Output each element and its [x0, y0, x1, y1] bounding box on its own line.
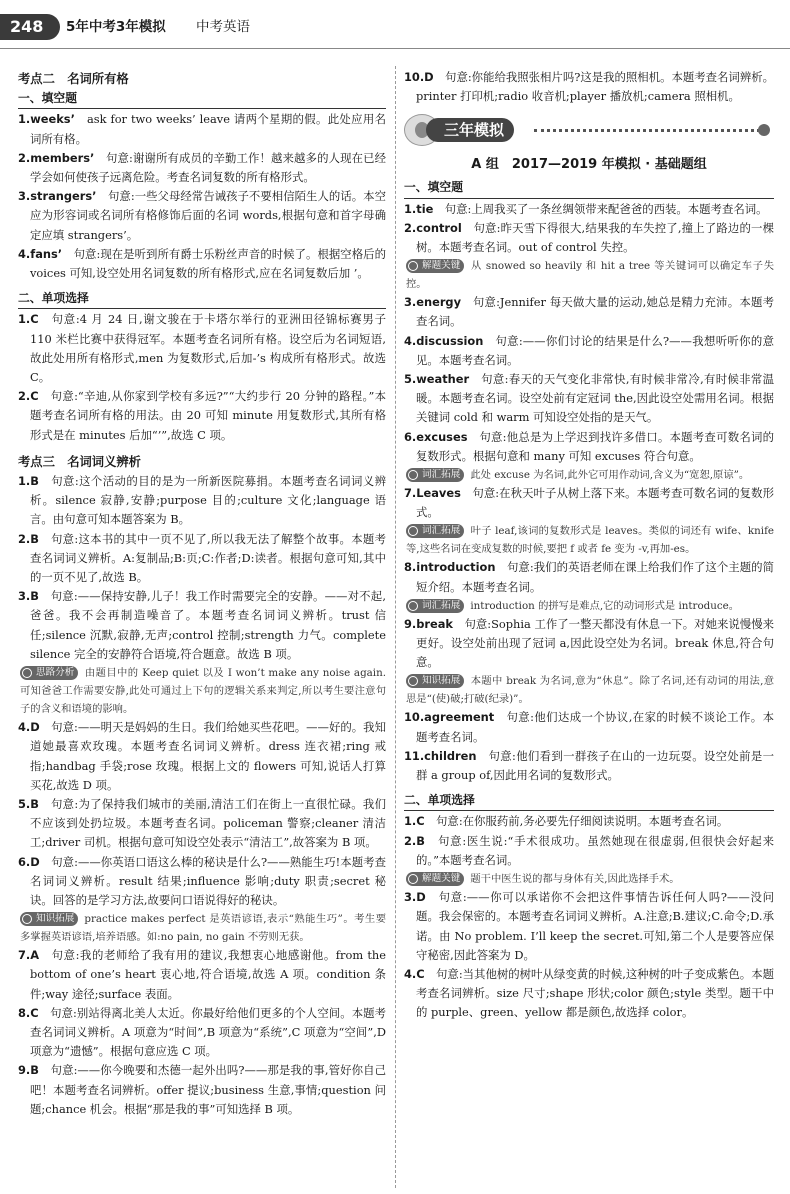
answer-explanation: 句意:——你可以承诺你不会把这件事情告诉任何人吗?——没问题。我会保密的。本题考查名词词义辨析。A.注意;B.建议;C.命令;D.承诺。由 No problem. I’ll keep the secret.可知,第二个人是要答应保守秘密,因此答案为 D。 [416, 890, 774, 962]
answer-key: 5.weather [404, 372, 470, 387]
note-tag [406, 872, 464, 886]
answer-item [404, 219, 774, 257]
answer-key: 5.B [18, 796, 39, 811]
note-box [18, 910, 386, 946]
answer-explanation: 句意:——你英语口语这么棒的秘诀是什么?——熟能生巧!本题考查名词词义辨析。result 结果;influence 影响;duty 职责;secret 秘诀。回答的是学习方法,故要问口语说得好的秘诀。 [30, 854, 386, 907]
answer-key: 2.control [404, 220, 462, 235]
bulb-icon [408, 676, 418, 686]
answer-explanation: 句意:在秋天叶子从树上落下来。本题考查可数名词的复数形式。 [416, 486, 774, 520]
page-header [0, 0, 790, 56]
note-text: practice makes perfect 是英语谚语,表示“熟能生巧”。考生要多掌握英语谚语,培养语感。如:no pain, no gain 不劳则无获。 [20, 913, 386, 944]
answer-item [404, 428, 774, 466]
answer-key: 10.D [404, 70, 434, 84]
answer-item [404, 68, 774, 106]
answer-explanation: 句意:4 月 24 日,谢文骏在于卡塔尔举行的亚洲田径锦标赛男子 110 米栏比赛中获得冠军。本题考查名词所有格。设空后为名词短语,故此处用所有格形式,men 为复数形式,后加-’s 构成所有格形式。故选 C。 [30, 312, 386, 385]
answer-item [18, 946, 386, 1004]
answer-key: 1.B [18, 474, 39, 489]
answer-item [18, 1061, 386, 1119]
note-tag-label: 解题关键 [422, 260, 461, 272]
answer-key: 3.D [404, 890, 426, 905]
answer-key: 2.B [18, 531, 39, 546]
answer-item [404, 708, 774, 746]
answer-item [18, 310, 386, 387]
answer-item [18, 387, 386, 445]
note-tag-label: 思路分析 [36, 667, 75, 679]
bulb-icon [22, 668, 32, 678]
note-text: 题干中医生说的都与身体有关,因此选择手术。 [470, 873, 680, 886]
answer-item [404, 812, 774, 831]
answer-item [18, 187, 386, 245]
note-text: 此处 excuse 为名词,此外它可用作动词,含义为“宽恕,原谅”。 [470, 469, 750, 482]
note-box [404, 522, 774, 558]
answer-key: 8.introduction [404, 560, 496, 575]
answer-explanation: 句意:我们的英语老师在课上给我们作了这个主题的简短介绍。本题考查名词。 [416, 560, 774, 594]
note-tag-label: 词汇拓展 [422, 525, 461, 537]
answer-explanation: 句意:上周我买了一条丝绸领带来配爸爸的西装。本题考查名词。 [444, 201, 768, 216]
note-tag [406, 674, 464, 688]
subsection-title: 一、填空题 [404, 178, 774, 198]
note-tag-label: 词汇拓展 [422, 469, 461, 481]
answer-item [404, 293, 774, 331]
answer-explanation: 句意:为了保持我们城市的美丽,清洁工们在街上一直很忙碌。我们不应该到处扔垃圾。本题考查名词。policeman 警察;cleaner 清洁工;driver 司机。根据句意可知设空处表示“清洁工”,故答案为 B 项。 [30, 796, 386, 850]
answer-key: 1.tie [404, 201, 434, 216]
subsection-title: 二、单项选择 [18, 289, 386, 309]
answer-key: 2.members’ [18, 150, 95, 165]
answer-key: 4.C [404, 966, 425, 981]
right-column [404, 68, 774, 1023]
note-box [18, 664, 386, 718]
answer-key: 11.children [404, 748, 477, 763]
left-column [18, 68, 386, 1119]
answer-explanation: 句意:医生说:“手术很成功。虽然她现在很虚弱,但很快会好起来的。”本题考查名词。 [416, 833, 774, 867]
answer-item [404, 888, 774, 965]
note-text: introduction 的拼写是难点,它的动词形式是 introduce。 [470, 599, 740, 612]
note-box [404, 672, 774, 708]
bulb-icon [408, 470, 418, 480]
column-divider [395, 66, 396, 1188]
answer-explanation: 句意:他们看到一群孩子在山的一边玩耍。设空处前是一群 a group of,因此用名词的复数形式。 [416, 748, 774, 783]
answer-item [404, 332, 774, 370]
note-tag [406, 524, 464, 538]
answer-item [404, 484, 774, 522]
answer-key: 6.excuses [404, 429, 468, 444]
answer-key: 1.C [404, 814, 425, 829]
answer-explanation: 句意:这本书的其中一页不见了,所以我无法了解整个故事。本题考查名词词义辨析。A:复制品;B:页;C:作者;D:读者。根据句意可知,其中的一页不见了,故选 B。 [30, 531, 386, 585]
banner-end-dot [758, 124, 770, 136]
answer-key: 4.D [18, 720, 40, 735]
answer-item [18, 149, 386, 187]
answer-explanation: 句意:Sophia 工作了一整天都没有休息一下。对她来说慢慢来更好。设空处前出现了冠词 a,因此设空处为名词。break 休息,符合句意。 [416, 616, 774, 670]
answer-item [18, 853, 386, 911]
answer-explanation: 句意:Jennifer 每天做大量的运动,她总是精力充沛。本题考查名词。 [416, 295, 774, 329]
group-title: A 组 2017—2019 年模拟 · 基础题组 [471, 157, 707, 173]
answer-key: 3.B [18, 589, 39, 604]
note-tag [20, 912, 78, 926]
note-box [404, 257, 774, 293]
answer-explanation: 句意:春天的天气变化非常快,有时候非常冷,有时候非常温暖。本题考查名词。设空处前有定冠词 the,因此设空处需用名词。根据关键词 cold 和 warm 可知设空处指的是天气。 [416, 372, 774, 425]
answer-key: 7.A [18, 948, 40, 963]
bulb-icon [408, 261, 418, 271]
bulb-icon [408, 601, 418, 611]
answer-item [18, 718, 386, 795]
answer-explanation: 句意:他们达成一个协议,在家的时候不谈论工作。本题考查名词。 [416, 710, 774, 744]
answer-item [18, 245, 386, 283]
answer-item [404, 832, 774, 870]
section-title: 考点二 名词所有格 [18, 72, 129, 86]
answer-explanation: 句意:他总是为上学迟到找许多借口。本题考查可数名词的复数形式。根据句意和 many 可知 excuses 符合句意。 [416, 429, 774, 463]
note-text: 由题目中的 Keep quiet 以及 I won’t make any noise again.可知爸爸工作需要安静,此处可通过上下句的逻辑关系来判定,所以考生要注意句子的含义和语境的影响。 [20, 667, 386, 716]
answer-item [404, 558, 774, 596]
note-tag [20, 666, 78, 680]
section-title: 考点三 名词词义辨析 [18, 454, 141, 469]
answer-key: 3.strangers’ [18, 189, 97, 204]
answer-key: 8.C [18, 1005, 39, 1020]
answer-explanation: 句意:别站得离北美人太近。你最好给他们更多的个人空间。本题考查名词词义辨析。A 项意为“时间”,B 项意为“系统”,C 项意为“空间”,D 项意为“遗憾”。根据句意应选 C 项。 [30, 1005, 386, 1059]
answer-explanation: 句意:——你今晚要和杰德一起外出吗?——那是我的事,管好你自己吧！本题考查名词辨析。offer 提议;business 生意,事情;question 问题;chance 机会。根据“那是我的事”可知选择 B 项。 [30, 1063, 386, 1116]
answer-explanation: 句意:——明天是妈妈的生日。我们给她买些花吧。——好的。我知道她最喜欢玫瑰。本题考查名词词义辨析。dress 连衣裙;ring 戒指;handbag 手袋;rose 玫瑰。根据上文的 flowers 可知,说话人打算买花,故选 D 项。 [30, 720, 386, 792]
answer-explanation: 句意:一些父母经常告诫孩子不要相信陌生人的话。本空应为形容词或名词所有格修饰后面的名词 words,根据句意和首字母确定应填 strangers’。 [30, 189, 386, 242]
subsection-title: 二、单项选择 [404, 791, 774, 811]
answer-item [18, 587, 386, 664]
answer-item [404, 747, 774, 785]
answer-item [18, 110, 386, 148]
answer-item [18, 1004, 386, 1062]
answer-key: 6.D [18, 854, 40, 869]
note-text: 从 snowed so heavily 和 hit a tree 等关键词可以确定车子失控。 [406, 260, 774, 291]
answer-item [18, 472, 386, 530]
answer-key: 9.B [18, 1063, 39, 1078]
book-title: 5年中考3年模拟 [66, 19, 166, 35]
bulb-icon [408, 874, 418, 884]
answer-explanation: 句意:在你服药前,务必要先仔细阅读说明。本题考查名词。 [436, 814, 729, 829]
note-box [404, 870, 774, 888]
answer-explanation: 句意:这个活动的目的是为一所新医院募捐。本题考查名词词义辨析。silence 寂静,安静;purpose 目的;culture 文化;language 语言。由句意可知本题答案为 B。 [30, 474, 386, 527]
note-tag [406, 599, 464, 613]
answer-explanation: 句意:当其他树的树叶从绿变黄的时候,这种树的叶子变成紫色。本题考查名词辨析。size 尺寸;shape 形状;color 颜色;style 类型。题干中的 purple、green、yellow 都是颜色,故选择 color。 [416, 966, 774, 1020]
answer-key: 2.B [404, 833, 425, 848]
note-tag-label: 词汇拓展 [422, 599, 461, 611]
answer-item [18, 795, 386, 853]
answer-explanation: 句意:——保持安静,儿子！我工作时需要完全的安静。——对不起,爸爸。我不会再制造噪音了。本题考查名词词义辨析。trust 信任;silence 沉默,寂静,无声;control 控制;strength 力气。complete silence 完全的安静符合语境,符合题意。故选 B 项。 [30, 589, 386, 661]
bulb-icon [408, 526, 418, 536]
note-tag-label: 解题关键 [422, 873, 461, 885]
answer-item [404, 200, 774, 219]
bulb-icon [22, 914, 32, 924]
answer-explanation: 句意:现在是听到所有爵士乐粉丝声音的时候了。根据空格后的 voices 可知,设空处用名词复数的所有格形式,应在名词复数后加 ’。 [30, 246, 386, 281]
answer-key: 4.discussion [404, 333, 484, 348]
answer-explanation: 句意:昨天雪下得很大,结果我的车失控了,撞上了路边的一棵树。本题考查名词。out of control 失控。 [416, 220, 774, 255]
note-box [404, 466, 774, 484]
answer-explanation: ask for two weeks’ leave 请两个星期的假。此处应用名词所有格。 [30, 112, 386, 146]
subject-title: 中考英语 [196, 19, 250, 35]
answer-item [404, 615, 774, 673]
answer-explanation: 句意:——你们讨论的结果是什么?——我想听听你的意见。本题考查名词。 [416, 333, 774, 367]
header-rule [0, 48, 790, 49]
page-number: 248 [0, 14, 60, 40]
answer-key: 4.fans’ [18, 246, 63, 261]
answer-item [404, 370, 774, 428]
section-banner [404, 112, 774, 150]
answer-explanation: 句意:我的老师给了我有用的建议,我想衷心地感谢他。from the bottom of one’s heart 衷心地,符合语境,故选 A 项。condition 条件;way 途径;surface 表面。 [30, 948, 386, 1001]
answer-explanation: 句意:“辛迪,从你家到学校有多远?”“大约步行 20 分钟的路程。”本题考查名词所有格的用法。由 20 可知 minute 用复数形式,其所有格形式是在 minutes 后加“’”,故选 C 项。 [30, 389, 386, 442]
note-tag-label: 知识拓展 [36, 913, 75, 925]
note-tag-label: 知识拓展 [422, 675, 461, 687]
answer-key: 10.agreement [404, 710, 495, 725]
answer-key: 1.C [18, 312, 39, 327]
answer-item [404, 965, 774, 1023]
banner-title: 三年模拟 [426, 118, 514, 142]
answer-key: 3.energy [404, 295, 462, 310]
answer-key: 1.weeks’ [18, 112, 75, 127]
answer-item [18, 530, 386, 588]
note-text: 叶子 leaf,该词的复数形式是 leaves。类似的词还有 wife、knife 等,这些名词在变成复数的时候,要把 f 或者 fe 变为 -v,再加-es。 [406, 525, 774, 556]
note-tag [406, 468, 464, 482]
answer-explanation: 句意:谢谢所有成员的辛勤工作！越来越多的人现在已经学会如何使孩子远离危险。考查名词复数的所有格形式。 [30, 150, 386, 185]
subsection-title: 一、填空题 [18, 89, 386, 109]
answer-key: 7.Leaves [404, 486, 461, 501]
note-text: 本题中 break 为名词,意为“休息”。除了名词,还有动词的用法,意思是“(使)破;打破(纪录)”。 [406, 675, 774, 706]
banner-dots [534, 129, 760, 132]
note-tag [406, 259, 464, 273]
answer-key: 2.C [18, 389, 39, 404]
note-box [404, 597, 774, 615]
answer-key: 9.break [404, 616, 454, 631]
answer-explanation: 句意:你能给我照张相片吗?这是我的照相机。本题考查名词辨析。printer 打印机;radio 收音机;player 播放机;camera 照相机。 [416, 70, 774, 104]
